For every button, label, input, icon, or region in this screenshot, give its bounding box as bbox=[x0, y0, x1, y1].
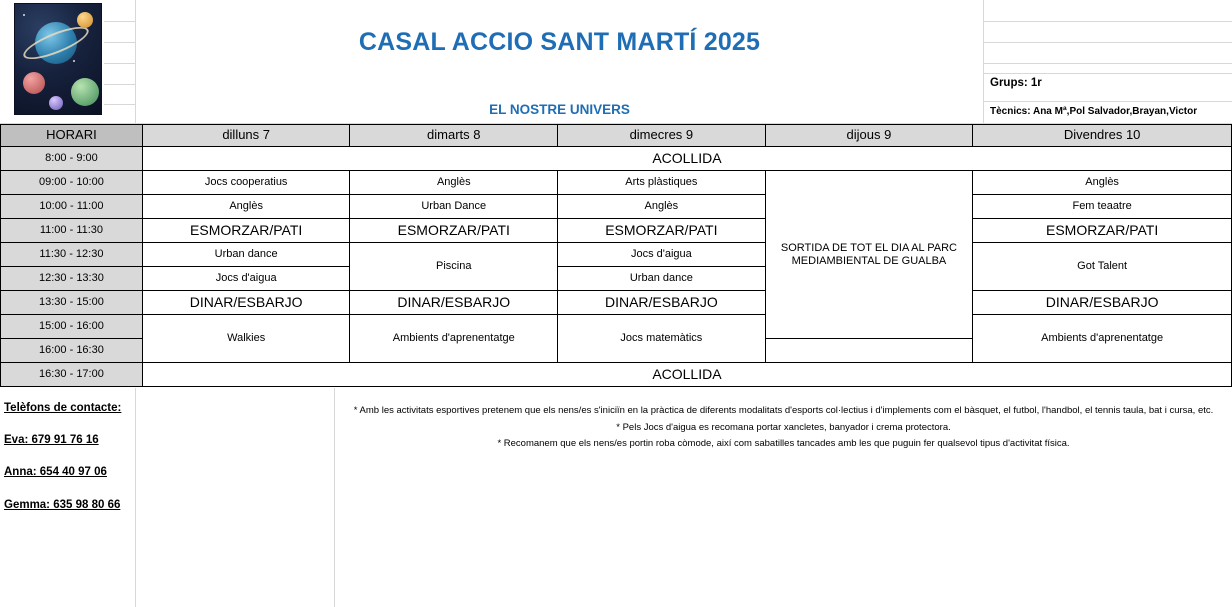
activity-cell: ESMORZAR/PATI bbox=[558, 219, 766, 243]
activity-cell: Anglès bbox=[142, 195, 350, 219]
activity-cell: DINAR/ESBARJO bbox=[142, 291, 350, 315]
activity-cell: Ambients d'aprenentatge bbox=[973, 315, 1232, 363]
activity-cell: DINAR/ESBARJO bbox=[973, 291, 1232, 315]
staff-label: Tècnics: Ana Mª,Pol Salvador,Brayan,Victor bbox=[990, 106, 1198, 117]
activity-cell: Jocs d'aigua bbox=[558, 243, 766, 267]
contact-gemma: Gemma: 635 98 80 66 bbox=[4, 499, 121, 511]
table-row bbox=[1, 363, 1232, 387]
note-2: * Pels Jocs d'aigua es recomana portar xancletes, banyador i crema protectora. bbox=[616, 421, 951, 433]
column-header-hour: HORARI bbox=[1, 125, 143, 147]
hour-cell: 10:00 - 11:00 bbox=[1, 195, 143, 219]
hour-cell: 12:30 - 13:30 bbox=[1, 267, 143, 291]
page-title: CASAL ACCIO SANT MARTÍ 2025 bbox=[358, 28, 761, 56]
meta-zone bbox=[984, 0, 1232, 124]
contact-anna: Anna: 654 40 97 06 bbox=[4, 466, 107, 478]
table-row bbox=[1, 171, 1232, 195]
table-row bbox=[1, 243, 1232, 267]
hour-cell: 13:30 - 15:00 bbox=[1, 291, 143, 315]
hour-cell: 16:00 - 16:30 bbox=[1, 339, 143, 363]
table-row bbox=[1, 315, 1232, 339]
activity-cell-acollida-evening: ACOLLIDA bbox=[142, 363, 1231, 387]
footer-empty-column bbox=[136, 388, 335, 607]
footer-zone bbox=[0, 388, 1232, 607]
activity-cell: Urban dance bbox=[558, 267, 766, 291]
activity-cell: Jocs d'aigua bbox=[142, 267, 350, 291]
activity-cell-excursion: SORTIDA DE TOT EL DIA AL PARC MEDIAMBIENTAL DE GUALBA bbox=[765, 171, 973, 339]
activity-cell: ESMORZAR/PATI bbox=[973, 219, 1232, 243]
contacts-column bbox=[0, 388, 136, 607]
table-row bbox=[1, 291, 1232, 315]
hour-cell: 11:00 - 11:30 bbox=[1, 219, 143, 243]
table-row bbox=[1, 195, 1232, 219]
schedule-table bbox=[0, 124, 1232, 387]
column-header-day-3: dimecres 9 bbox=[558, 125, 766, 147]
column-header-day-4: dijous 9 bbox=[765, 125, 973, 147]
table-header-row bbox=[1, 125, 1232, 147]
hour-cell: 15:00 - 16:00 bbox=[1, 315, 143, 339]
activity-cell-piscina: Piscina bbox=[350, 243, 558, 291]
contact-eva: Eva: 679 91 76 16 bbox=[4, 434, 99, 446]
column-header-day-1: dilluns 7 bbox=[142, 125, 350, 147]
activity-cell: Anglès bbox=[350, 171, 558, 195]
hour-cell: 16:30 - 17:00 bbox=[1, 363, 143, 387]
note-1: * Amb les activitats esportives pretenem que els nens/es s'iniciïn en la pràctica de diferents modalitats d'esports col·lectius i d'implements com el bàsquet, el futbol, l'handbol, el tennis taula, bat i cursa, etc. bbox=[353, 405, 1214, 416]
activity-cell: ESMORZAR/PATI bbox=[350, 219, 558, 243]
activity-cell: Urban dance bbox=[142, 243, 350, 267]
hour-cell: 09:00 - 10:00 bbox=[1, 171, 143, 195]
activity-cell-got-talent: Got Talent bbox=[973, 243, 1232, 291]
table-row bbox=[1, 219, 1232, 243]
activity-cell: Ambients d'aprenentatge bbox=[350, 315, 558, 363]
group-label: Grups: 1r bbox=[990, 77, 1042, 89]
activity-cell: Walkies bbox=[142, 315, 350, 363]
activity-cell: DINAR/ESBARJO bbox=[350, 291, 558, 315]
activity-cell: ESMORZAR/PATI bbox=[142, 219, 350, 243]
table-row bbox=[1, 147, 1232, 171]
contacts-title: Telèfons de contacte: bbox=[4, 402, 122, 414]
activity-cell: Urban Dance bbox=[350, 195, 558, 219]
note-3: * Recomanem que els nens/es portin roba còmode, així com sabatilles tancades amb les que puguin fer qualsevol tipus d'activitat física. bbox=[497, 437, 1070, 449]
column-header-day-2: dimarts 8 bbox=[350, 125, 558, 147]
header-zone bbox=[0, 0, 1232, 124]
space-planets-logo-icon bbox=[14, 3, 102, 115]
page-subtitle: EL NOSTRE UNIVERS bbox=[489, 102, 630, 117]
activity-cell: Fem teaatre bbox=[973, 195, 1232, 219]
activity-cell-acollida-morning: ACOLLIDA bbox=[142, 147, 1231, 171]
logo-cell bbox=[0, 0, 136, 124]
activity-cell: Anglès bbox=[558, 195, 766, 219]
activity-cell: Anglès bbox=[973, 171, 1232, 195]
activity-cell: Jocs cooperatius bbox=[142, 171, 350, 195]
notes-block bbox=[335, 404, 1232, 452]
column-header-day-5: Divendres 10 bbox=[973, 125, 1232, 147]
activity-cell: Arts plàstiques bbox=[558, 171, 766, 195]
activity-cell: Jocs matemàtics bbox=[558, 315, 766, 363]
hour-cell: 11:30 - 12:30 bbox=[1, 243, 143, 267]
activity-cell: DINAR/ESBARJO bbox=[558, 291, 766, 315]
title-zone bbox=[136, 0, 984, 124]
hour-cell: 8:00 - 9:00 bbox=[1, 147, 143, 171]
